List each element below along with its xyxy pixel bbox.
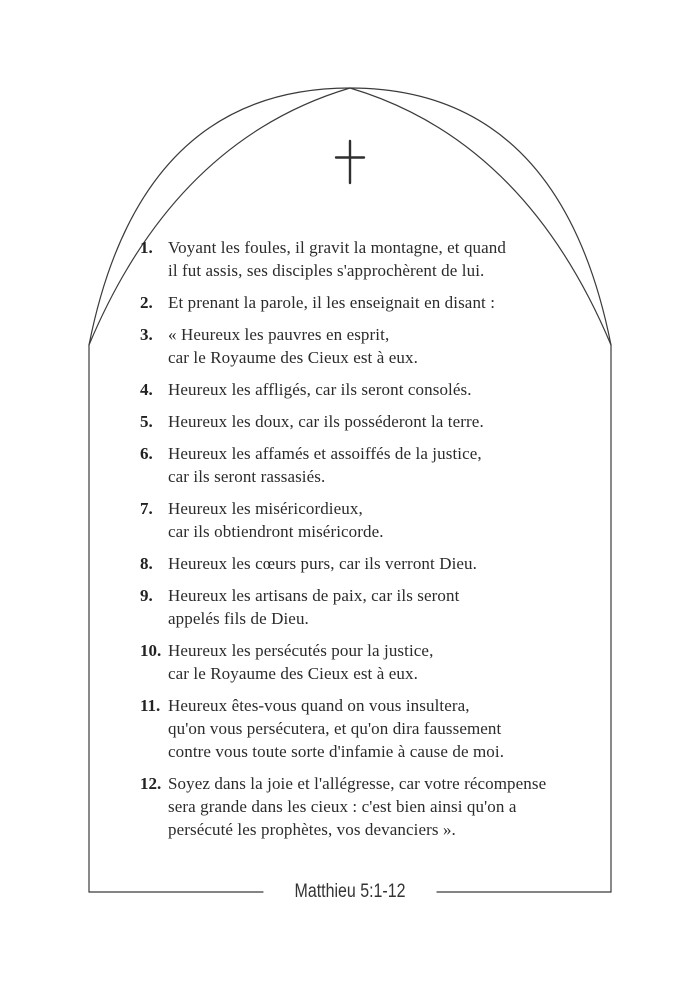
verse-number: 3. — [140, 325, 153, 344]
verse-line: sera grande dans les cieux : c'est bien ainsi qu'on a — [168, 797, 517, 816]
verse-item-2 — [140, 291, 585, 314]
verse-item-1 — [140, 236, 585, 282]
verse-line: Voyant les foules, il gravit la montagne, et quand — [168, 238, 507, 257]
verse-line: qu'on vous persécutera, et qu'on dira faussement — [168, 719, 502, 738]
verse-text — [168, 584, 459, 630]
verse-text — [168, 378, 472, 401]
verse-line: Et prenant la parole, il les enseignait en disant : — [168, 293, 496, 312]
verse-text — [168, 442, 482, 488]
verse-item-3 — [140, 323, 585, 369]
verse-item-4 — [140, 378, 585, 401]
verse-text — [168, 236, 506, 282]
verse-line: Heureux les miséricordieux, — [168, 499, 363, 518]
verse-text — [168, 410, 484, 433]
verse-number: 9. — [140, 586, 153, 605]
verse-item-8 — [140, 552, 585, 575]
verse-item-11 — [140, 694, 585, 763]
verse-item-9 — [140, 584, 585, 630]
verse-line: car le Royaume des Cieux est à eux. — [168, 664, 418, 683]
verse-number: 8. — [140, 554, 153, 573]
verse-item-10 — [140, 639, 585, 685]
verse-line: car ils obtiendront miséricorde. — [168, 522, 384, 541]
verse-number: 1. — [140, 238, 153, 257]
verse-item-5 — [140, 410, 585, 433]
verse-text — [168, 694, 504, 763]
verse-line: Heureux les artisans de paix, car ils seront — [168, 586, 460, 605]
verse-item-7 — [140, 497, 585, 543]
verse-line: appelés fils de Dieu. — [168, 609, 309, 628]
verse-text — [168, 323, 418, 369]
verse-line: Heureux les cœurs purs, car ils verront Dieu. — [168, 554, 477, 573]
verse-line: car le Royaume des Cieux est à eux. — [168, 348, 418, 367]
verse-line: car ils seront rassasiés. — [168, 467, 326, 486]
verse-number: 6. — [140, 444, 153, 463]
verse-line: « Heureux les pauvres en esprit, — [168, 325, 390, 344]
verse-line: contre vous toute sorte d'infamie à cause de moi. — [168, 742, 505, 761]
verse-number: 2. — [140, 293, 153, 312]
verse-line: Heureux les affamés et assoiffés de la justice, — [168, 444, 482, 463]
verse-text — [168, 291, 495, 314]
verse-line: il fut assis, ses disciples s'approchèrent de lui. — [168, 261, 485, 280]
verse-line: Heureux les persécutés pour la justice, — [168, 641, 434, 660]
verse-number: 5. — [140, 412, 153, 431]
verse-number: 7. — [140, 499, 153, 518]
verse-number: 12. — [140, 774, 162, 793]
verse-text — [168, 497, 384, 543]
verse-line: persécuté les prophètes, vos devanciers ». — [168, 820, 456, 839]
verse-text — [168, 639, 433, 685]
verse-number: 4. — [140, 380, 153, 399]
cross-icon — [336, 141, 364, 183]
verse-line: Soyez dans la joie et l'allégresse, car votre récompense — [168, 774, 547, 793]
verse-line: Heureux les doux, car ils posséderont la terre. — [168, 412, 484, 431]
verse-line: Heureux les affligés, car ils seront consolés. — [168, 380, 472, 399]
verse-text — [168, 772, 546, 841]
verses-list — [140, 236, 585, 850]
verse-line: Heureux êtes-vous quand on vous insultera, — [168, 696, 470, 715]
verse-item-6 — [140, 442, 585, 488]
scripture-reference: Matthieu 5:1-12 — [294, 881, 406, 902]
verse-item-12 — [140, 772, 585, 841]
verse-number: 11. — [140, 696, 161, 715]
verse-text — [168, 552, 477, 575]
verse-number: 10. — [140, 641, 162, 660]
